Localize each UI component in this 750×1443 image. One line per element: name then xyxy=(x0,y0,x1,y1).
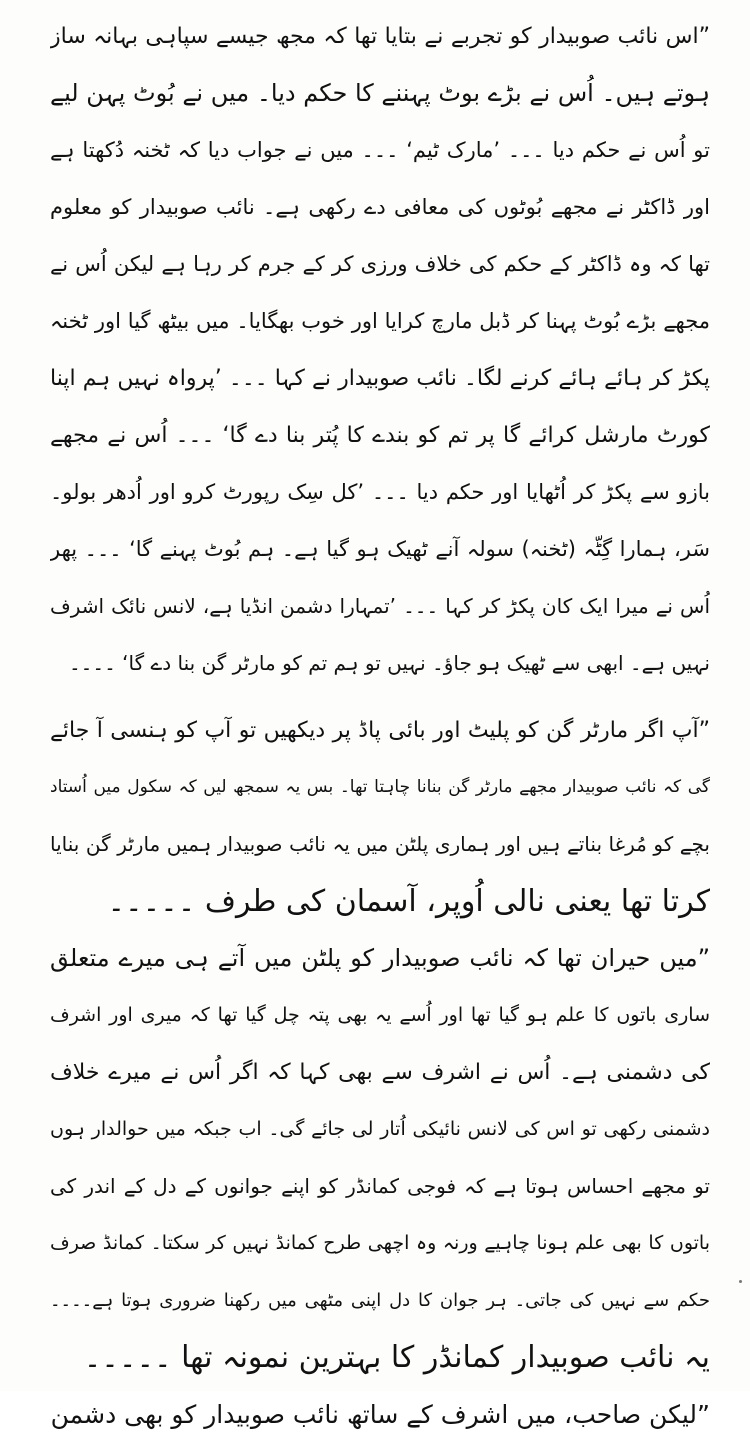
text-line: تو اُس نے حکم دیا ۔۔۔ ’مارک ٹیم‘ ۔۔۔ میں نے جواب دیا کہ ٹخنہ دُکھتا ہے xyxy=(50,138,710,162)
text-line: یہ نائب صوبیدار کمانڈر کا بہترین نمونہ تھا ۔۔۔۔۔ xyxy=(83,1340,710,1375)
text-line: ساری باتوں کا علم ہو گیا تھا اور اُسے یہ بھی پتہ چل گیا تھا کہ میری اور اشرف xyxy=(50,1004,710,1026)
paragraph-4 xyxy=(50,1386,710,1443)
text-line: سَر، ہمارا گِٹّہ (ٹخنہ) سولہ آنے ٹھیک ہو گیا ہے۔ ہم بُوٹ پہنے گا‘ ۔۔۔ پھر xyxy=(50,537,710,561)
text-line: مجھے بڑے بُوٹ پہنا کر ڈبل مارچ کرایا اور خوب بھگایا۔ میں بیٹھ گیا اور ٹخنہ xyxy=(50,309,710,333)
paragraph-1 xyxy=(50,8,710,692)
text-line: کرتا تھا یعنی نالی اُوپر، آسمان کی طرف ۔۔۔۔۔ xyxy=(107,884,710,919)
text-line: بازو سے پکڑ کر اُٹھایا اور حکم دیا ۔۔۔ ’کل سِک رپورٹ کرو اور اُدھر بولو۔ xyxy=(50,480,710,504)
text-line: اور ڈاکٹر نے مجھے بُوٹوں کی معافی دے رکھی ہے۔ نائب صوبیدار کو معلوم xyxy=(50,195,710,219)
text-line: اُس نے میرا ایک کان پکڑ کر کہا ۔۔۔ ’تمہارا دشمن انڈیا ہے، لانس نائک اشرف xyxy=(50,594,710,618)
paragraph-3 xyxy=(50,930,710,1386)
text-line: کی دشمنی ہے۔ اُس نے اشرف سے بھی کہا کہ اگر اُس نے میرے خلاف xyxy=(50,1060,710,1085)
text-line: ”اس نائب صوبیدار کو تجربے نے بتایا تھا کہ مجھ جیسے سپاہی بہانہ ساز xyxy=(50,24,710,49)
text-line: ”آپ اگر مارٹر گن کو پلیٹ اور بائی پاڈ پر دیکھیں تو آپ کو ہنسی آ جائے xyxy=(50,718,710,743)
text-line: کورٹ مارشل کرائے گا پر تم کو بندے کا پُتر بنا دے گا‘ ۔۔۔ اُس نے مجھے xyxy=(50,423,710,448)
text-line: نہیں ہے۔ ابھی سے ٹھیک ہو جاؤ۔ نہیں تو ہم تم کو مارٹر گن بنا دے گا‘ ۔۔۔۔ xyxy=(68,651,710,675)
paragraph-2 xyxy=(50,702,710,930)
text-line: گی کہ نائب صوبیدار مجھے مارٹر گن بنانا چاہتا تھا۔ بس یہ سمجھ لیں کہ سکول میں اُستاد xyxy=(50,777,710,797)
scan-speck xyxy=(739,1280,742,1283)
text-line: ”لیکن صاحب، میں اشرف کے ساتھ نائب صوبیدار کو بھی دشمن xyxy=(50,1400,710,1429)
text-line: حکم سے نہیں کی جاتی۔ ہر جوان کا دل اپنی مٹھی میں رکھنا ضروری ہوتا ہے۔۔۔۔ xyxy=(50,1290,710,1311)
text-line: ہوتے ہیں۔ اُس نے بڑے بوٹ پہننے کا حکم دیا۔ میں نے بُوٹ پہن لیے xyxy=(50,79,710,107)
text-line: بچے کو مُرغا بناتے ہیں اور ہماری پلٹن میں یہ نائب صوبیدار ہمیں مارٹر گن بنایا xyxy=(50,832,710,856)
text-line: تھا کہ وہ ڈاکٹر کے حکم کی خلاف ورزی کر کے جرم کر رہا ہے لیکن اُس نے xyxy=(50,252,710,276)
text-line: دشمنی رکھی تو اس کی لانس نائیکی اُتار لی جائے گی۔ اب جبکہ میں حوالدار ہوں xyxy=(50,1118,710,1140)
text-line: باتوں کا بھی علم ہونا چاہیے ورنہ وہ اچھی طرح کمانڈ نہیں کر سکتا۔ کمانڈ صرف xyxy=(50,1232,710,1254)
text-line: پکڑ کر ہائے ہائے کرنے لگا۔ نائب صوبیدار نے کہا ۔۔۔ ’پرواہ نہیں ہم اپنا xyxy=(50,366,710,391)
text-line: ”میں حیران تھا کہ نائب صوبیدار کو پلٹن میں آتے ہی میرے متعلق xyxy=(50,944,710,972)
text-line: تو مجھے احساس ہوتا ہے کہ فوجی کمانڈر کو اپنے جوانوں کے دل کے اندر کی xyxy=(50,1174,710,1198)
